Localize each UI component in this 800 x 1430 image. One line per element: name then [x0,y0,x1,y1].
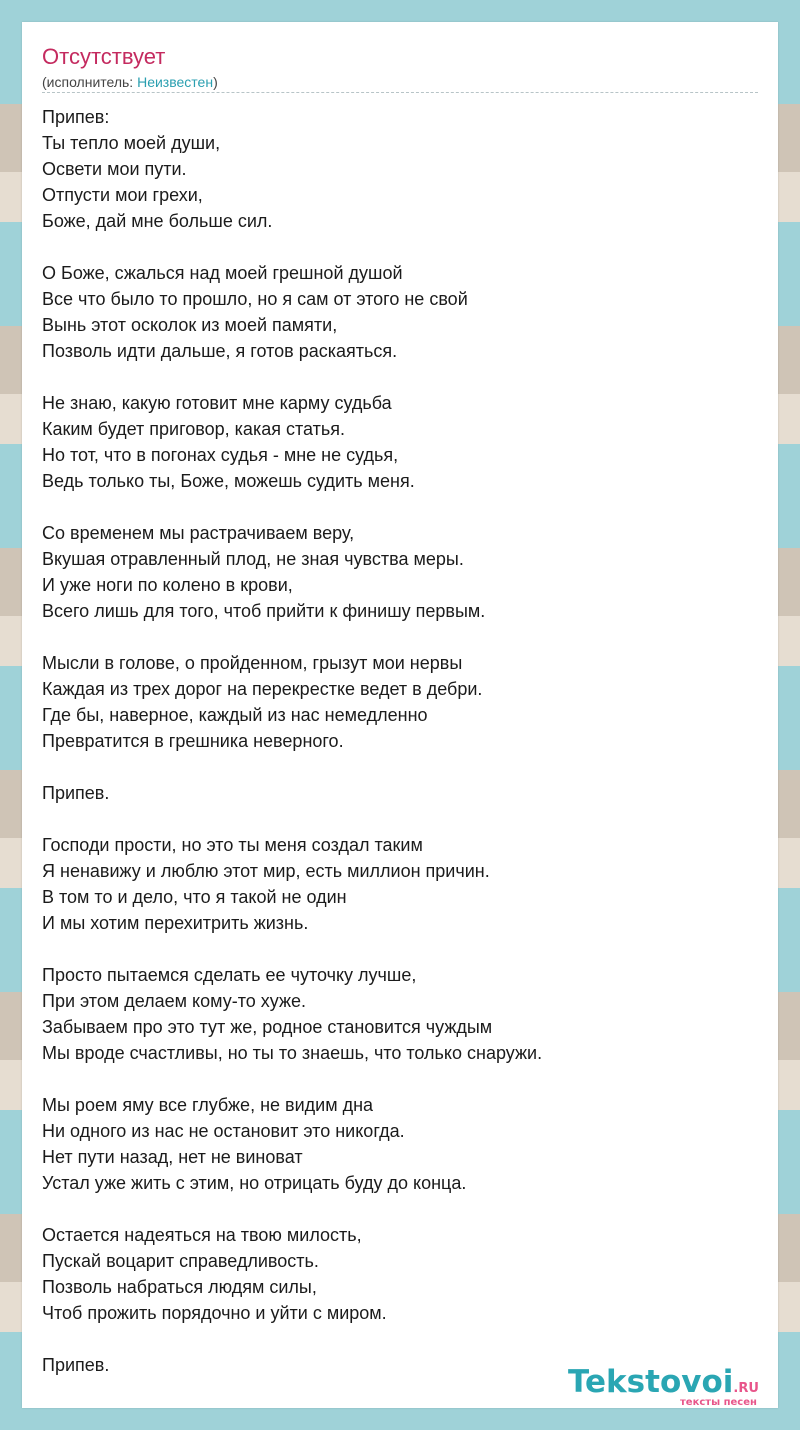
lyric-line: Пускай воцарит справедливость. [42,1251,319,1271]
logo-tagline: тексты песен [680,1397,757,1408]
lyric-line: Вкушая отравленный плод, не зная чувства меры. [42,549,464,569]
lyrics-text [42,104,758,1378]
lyric-line: Я ненавижу и люблю этот мир, есть миллион причин. [42,861,490,881]
lyric-line: Припев. [42,1355,110,1375]
lyric-line: Где бы, наверное, каждый из нас немедленно [42,705,428,725]
lyric-line: Остается надеяться на твою милость, [42,1225,362,1245]
lyric-line: Позволь идти дальше, я готов раскаяться. [42,341,398,361]
artist-suffix: ) [213,74,218,90]
stanza-break [42,936,758,962]
lyric-line: Каким будет приговор, какая статья. [42,419,345,439]
lyric-line: Освети мои пути. [42,159,187,179]
lyric-line: При этом делаем кому-то хуже. [42,991,307,1011]
lyric-line: Всего лишь для того, чтоб прийти к финишу первым. [42,601,486,621]
lyric-line: Господи прости, но это ты меня создал таким [42,835,423,855]
lyric-line: Нет пути назад, нет не виноват [42,1147,303,1167]
title-divider [42,92,758,93]
artist-prefix: (исполнитель: [42,74,138,90]
lyric-line: Просто пытаемся сделать ее чуточку лучше, [42,965,417,985]
lyric-line: Мы вроде счастливы, но ты то знаешь, что только снаружи. [42,1043,543,1063]
stanza-break [42,364,758,390]
lyric-line: О Боже, сжалься над моей грешной душой [42,263,403,283]
site-logo[interactable] [568,1364,778,1408]
lyric-line: Боже, дай мне больше сил. [42,211,273,231]
lyric-line: Ни одного из нас не остановит это никогда. [42,1121,405,1141]
lyric-line: Со временем мы растрачиваем веру, [42,523,355,543]
artist-link[interactable]: Неизвестен [137,74,214,90]
lyric-line: И уже ноги по колено в крови, [42,575,293,595]
lyric-line: Ведь только ты, Боже, можешь судить меня. [42,471,415,491]
lyric-line: Позволь набраться людям силы, [42,1277,317,1297]
lyric-line: В том то и дело, что я такой не один [42,887,347,907]
lyric-line: Не знаю, какую готовит мне карму судьба [42,393,392,413]
artist-line [42,73,218,91]
song-title: Отсутствует [42,44,166,69]
lyric-line: И мы хотим перехитрить жизнь. [42,913,309,933]
logo-domain: .RU [733,1381,759,1396]
stanza-break [42,754,758,780]
stanza-break [42,1196,758,1222]
lyric-line: Отпусти мои грехи, [42,185,203,205]
lyric-line: Чтоб прожить порядочно и уйти с миром. [42,1303,387,1323]
stanza-break [42,1066,758,1092]
lyric-line: Забываем про это тут же, родное становится чуждым [42,1017,493,1037]
stanza-break [42,806,758,832]
lyric-line: Мысли в голове, о пройденном, грызут мои нервы [42,653,463,673]
stanza-break [42,1326,758,1352]
lyric-line: Но тот, что в погонах судья - мне не судья, [42,445,399,465]
lyric-line: Мы роем яму все глубже, не видим дна [42,1095,374,1115]
lyric-line: Ты тепло моей души, [42,133,221,153]
lyric-line: Все что было то прошло, но я сам от этого не свой [42,289,468,309]
lyric-line: Припев: [42,107,110,127]
stanza-break [42,494,758,520]
lyric-line: Каждая из трех дорог на перекрестке ведет в дебри. [42,679,483,699]
logo-main-text: Tekstovoi [568,1364,734,1400]
lyric-line: Устал уже жить с этим, но отрицать буду до конца. [42,1173,467,1193]
lyric-line: Вынь этот осколок из моей памяти, [42,315,338,335]
lyric-line: Превратится в грешника неверного. [42,731,344,751]
lyric-line: Припев. [42,783,110,803]
stanza-break [42,234,758,260]
stanza-break [42,624,758,650]
lyrics-card [22,22,778,1408]
